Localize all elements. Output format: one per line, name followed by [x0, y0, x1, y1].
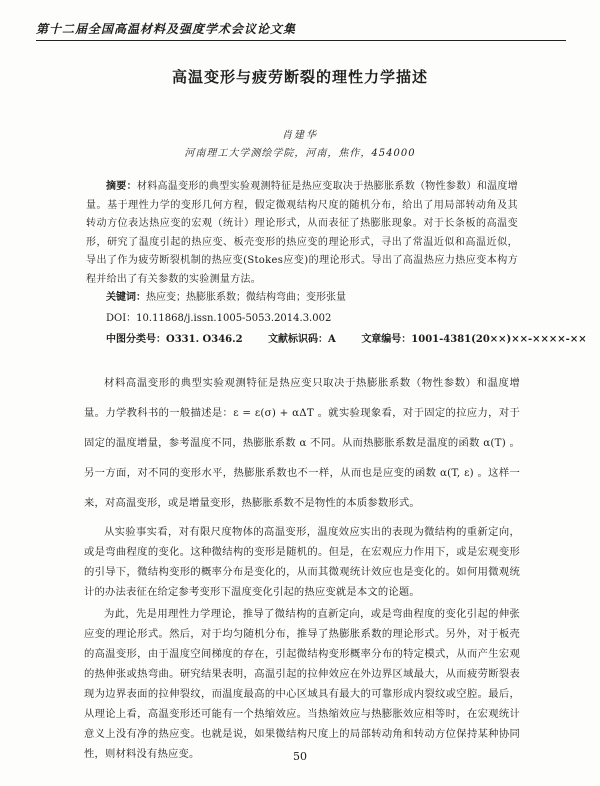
header-rule: [36, 40, 566, 41]
abstract-label: 摘要：: [106, 181, 137, 192]
keywords-label: 关键词：: [106, 292, 146, 303]
clc-number: 中图分类号：O331. O346.2: [106, 334, 243, 345]
document-code: 文献标识码：A: [268, 334, 336, 345]
keywords-text: 热应变；热膨胀系数；微结构弯曲；变形张量: [146, 292, 346, 303]
affiliation: 河南理工大学测绘学院，河南，焦作，454000: [184, 148, 416, 159]
keywords: [106, 288, 346, 303]
article-number: 文章编号：1001-4381(20××)××-××××-××: [361, 334, 587, 345]
body-paragraph-1: 材料高温变形的典型实验观测特征是热应变只取决于热膨胀系数（物性参数）和温度增量。力学教科书的一般描述是：ε = ε(σ) + αΔT 。就实验现象看，对于固定的拉应力，对于固定的温度增量，参考温度不同，热膨胀系数 α 不同。从而热膨胀系数是温度的函数 α(T) 。另一方面，对不同的变形水平，热膨胀系数也不一样，从而也是应变的函数 α(T, ε) 。这样一来，对高温变形，或是增量变形，热膨胀系数不是物性的本质参数形式。: [84, 377, 520, 509]
abstract-text: 材料高温变形的典型实验观测特征是热应变取决于热膨胀系数（物性参数）和温度增量。基于理性力学的变形几何方程，假定微观结构尺度的随机分布，给出了用局部转动角及其转动方位表达热应变的宏观（统计）理论形式，从而表征了热膨胀现象。对于长条板的高温变形，研究了温度引起的热应变、板壳变形的热应变的理论形式，寻出了常温近似和高温近似，导出了作为疲劳断裂机制的热应变(Stokes应变)的理论形式。导出了高温热应力热应变本构方程并给出了有关参数的实验测量方法。: [86, 181, 519, 285]
doi: DOI：10.11868/j.issn.1005-5053.2014.3.002: [106, 313, 332, 324]
classification-line: [106, 330, 587, 345]
author: 肖建华: [282, 130, 318, 141]
page-number: 50: [293, 750, 307, 763]
paper-title: 高温变形与疲劳断裂的理性力学描述: [171, 68, 428, 86]
body-paragraph-2: 从实验事实看，对有限尺度物体的高温变形，温度效应实出的表现为微结构的重新定向，或是弯曲程度的变化。这种微结构的变形是随机的。但是，在宏观应力作用下，或是宏观变形的引导下，微结构变形的概率分布是变化的，从而其微观统计效应也是变化的。如何用微观统计的办法表征在给定参考变形下温度变化引起的热应变就是本文的论题。: [84, 526, 520, 598]
body-paragraph-3: 为此，先是用理性力学理论，推导了微结构的直新定向，或是弯曲程度的变化引起的伸张应变的理论形式。然后，对于均匀随机分布，推导了热膨胀系数的理论形式。另外，对于板壳的高温变形，由于温度空间梯度的存在，引起微结构变形概率分布的特定模式，从而产生宏观的热伸张或热弯曲。研究结果表明，高温引起的拉伸效应在外边界区域最大，从而疲劳断裂表现为边界表面的拉伸裂纹，而温度最高的中心区域具有最大的可靠形成内裂纹或空腔。最后，从理论上看，高温变形还可能有一个热缩效应。当热缩效应与热膨胀效应相等时，在宏观统计意义上没有净的热应变。也就是说，如果微结构尺度上的局部转动角和转动方位保持某种协同性，则材料没有热应变。: [84, 608, 520, 760]
abstract: [86, 178, 518, 290]
running-header: 第十二届全国高温材料及强度学术会议论文集: [36, 22, 297, 36]
